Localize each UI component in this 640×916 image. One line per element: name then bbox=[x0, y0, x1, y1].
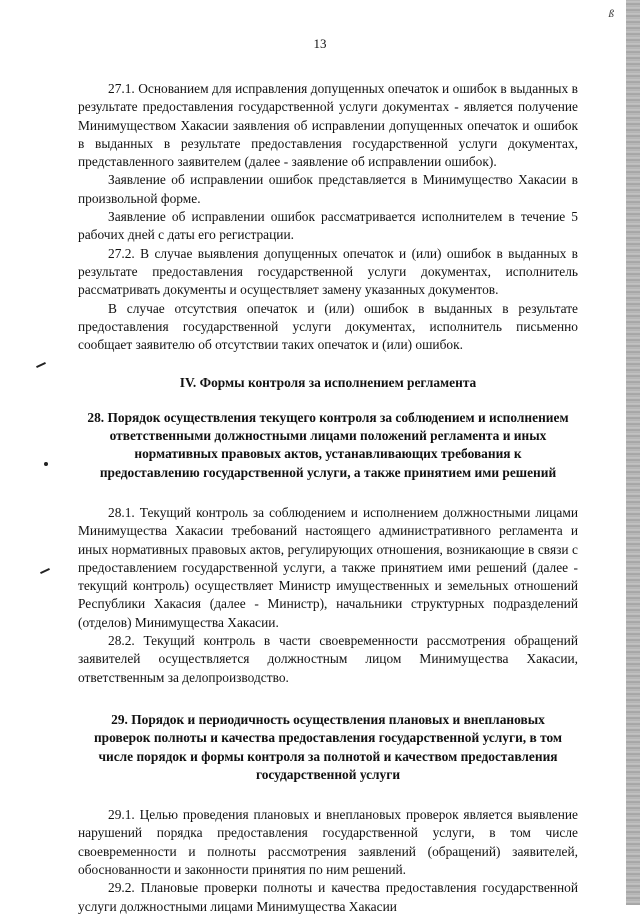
margin-mark bbox=[40, 568, 50, 574]
paragraph-27-2: 27.2. В случае выявления допущенных опечаток и (или) ошибок в выданных в результате предоставления государственной услуги документах, исполнитель рассматривать документы и осуществляет замену указанных документов. bbox=[78, 245, 578, 298]
page-number: 13 bbox=[313, 36, 327, 51]
document-body bbox=[78, 80, 578, 916]
margin-dot bbox=[44, 462, 48, 466]
margin-mark bbox=[36, 362, 46, 368]
section-29-heading: 29. Порядок и периодичность осуществления плановых и внеплановых проверок полноты и качества предоставления государственной услуги, в том числе порядок и формы контроля за полнотой и качеством предоставления государственной услуги bbox=[93, 711, 563, 782]
paragraph-27-1-term: Заявление об исправлении ошибок рассматривается исполнителем в течение 5 рабочих дней с даты его регистрации. bbox=[78, 209, 578, 243]
paragraph-27-2-absence: В случае отсутствия опечаток и (или) ошибок в выданных в результате предоставления государственной услуги документах, исполнитель письменно сообщает заявителю об отсутствии таких опечаток и (или) ошибок. bbox=[78, 300, 578, 353]
corner-handwritten-mark: ß bbox=[608, 8, 614, 20]
paragraph-28-2: 28.2. Текущий контроль в части своевременности рассмотрения обращений заявителей осуществляется должностным лицом Минимущества Хакасии, ответственным за делопроизводство. bbox=[78, 633, 578, 685]
paragraph-29-1: 29.1. Целью проведения плановых и внеплановых проверок является выявление нарушений порядка предоставления государственной услуги, в том числе своевременности и полноты рассмотрения заявлений (обращений) заявителей, обоснованности и законности принятия по ним решений. bbox=[78, 807, 578, 877]
section-iv-heading: IV. Формы контроля за исполнением регламента bbox=[179, 375, 477, 391]
section-28-heading: 28. Порядок осуществления текущего контроля за соблюдением и исполнением ответственными должностными лицами положений регламента и иных нормативных правовых актов, устанавливающих требования к предоставлению государственной услуги, а также принятием ими решений bbox=[87, 409, 569, 480]
paragraph-28-1: 28.1. Текущий контроль за соблюдением и исполнением должностными лицами Минимущества Хакасии требований настоящего административного регламента и иных нормативных правовых актов, регулирующих отношения, возникающие в связи с предоставлением государственной услуги, а также принятием ими решений (далее - текущий контроль) осуществляет Министр имущественных и земельных отношений Республики Хакасия (далее - Министр), начальники структурных подразделений (отделов) Минимущества Хакасии. bbox=[78, 504, 578, 630]
paragraph-27-1-form: Заявление об исправлении ошибок представляется в Минимущество Хакасии в произвольной форме. bbox=[78, 172, 578, 206]
paragraph-27-1: 27.1. Основанием для исправления допущенных опечаток и ошибок в выданных в результате предоставления государственной услуги документах - является получение Минимуществом Хакасии заявления об исправлении допущенных опечаток и ошибок в выданных в результате предоставления государственной услуги документах, представленного заявителем (далее - заявление об исправлении ошибок). bbox=[78, 81, 578, 170]
scan-edge bbox=[626, 0, 640, 905]
paragraph-29-2: 29.2. Плановые проверки полноты и качества предоставления государственной услуги должностными лицами Минимущества Хакасии bbox=[78, 880, 578, 914]
